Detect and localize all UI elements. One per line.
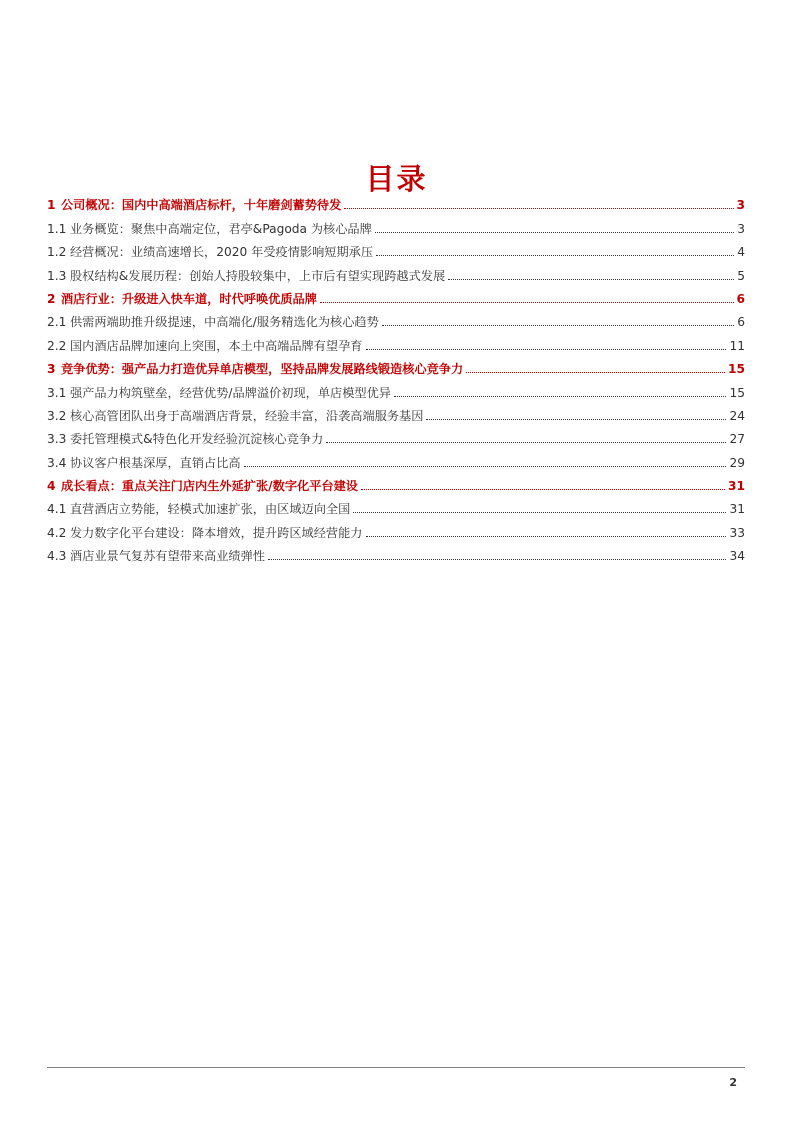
toc-entry-1-3[interactable]	[47, 260, 745, 283]
toc-entry-1[interactable]	[47, 190, 745, 213]
toc-entry-title: 成长看点：重点关注门店内生外延扩张/数字化平台建设	[61, 479, 358, 494]
toc-entry-1-2[interactable]	[47, 237, 745, 260]
toc-entry-title: 经营概况：业绩高速增长，2020 年受疫情影响短期承压	[70, 245, 374, 260]
toc-leader-dots	[426, 418, 726, 420]
toc-entry-2-2[interactable]	[47, 330, 745, 353]
toc-entry-number: 1.3	[47, 268, 67, 283]
toc-leader-dots	[361, 488, 725, 490]
page-title: 目录	[365, 162, 428, 197]
toc-entry-page: 34	[729, 549, 745, 564]
toc-entry-page: 24	[729, 408, 745, 423]
toc-entry-3-2[interactable]	[47, 401, 745, 424]
toc-entry-title: 协议客户根基深厚，直销占比高	[70, 455, 241, 470]
toc-entry-2-1[interactable]	[47, 307, 745, 330]
toc-leader-dots	[366, 348, 727, 350]
toc-entry-3-4[interactable]	[47, 447, 745, 470]
toc-leader-dots	[382, 324, 734, 326]
toc-entry-page: 3	[737, 221, 745, 236]
toc-leader-dots	[376, 254, 734, 256]
toc-entry-title: 强产品力构筑壁垒，经营优势/品牌溢价初现，单店模型优异	[70, 385, 391, 400]
toc-entry-page: 4	[737, 245, 745, 260]
toc-entry-4-3[interactable]	[47, 541, 745, 564]
toc-entry-title: 供需两端助推升级提速，中高端化/服务精选化为核心趋势	[70, 315, 379, 330]
toc-entry-page: 11	[729, 338, 745, 353]
toc-entry-title: 酒店业景气复苏有望带来高业绩弹性	[70, 549, 265, 564]
toc-entry-number: 4.3	[47, 549, 67, 564]
toc-entry-2[interactable]	[47, 284, 745, 307]
toc-entry-number: 1.1	[47, 221, 67, 236]
toc-entry-title: 直营酒店立势能，轻模式加速扩张，由区域迈向全国	[70, 502, 351, 517]
toc-entry-number: 2	[47, 291, 56, 306]
toc-entry-3[interactable]	[47, 354, 745, 377]
toc-entry-page: 27	[729, 432, 745, 447]
toc-entry-1-1[interactable]	[47, 213, 745, 236]
toc-leader-dots	[320, 301, 734, 303]
toc-leader-dots	[326, 441, 726, 443]
toc-entry-number: 4.2	[47, 525, 67, 540]
toc-entry-4[interactable]	[47, 471, 745, 494]
toc-entry-page: 6	[737, 315, 745, 330]
toc-entry-number: 3.3	[47, 432, 67, 447]
toc-entry-page: 15	[729, 385, 745, 400]
toc-entry-3-1[interactable]	[47, 377, 745, 400]
toc-entry-number: 2.1	[47, 315, 67, 330]
toc-entry-title: 股权结构&发展历程：创始人持股较集中，上市后有望实现跨越式发展	[70, 268, 446, 283]
toc-entry-title: 委托管理模式&特色化开发经验沉淀核心竞争力	[70, 432, 324, 447]
toc-entry-page: 29	[729, 455, 745, 470]
toc-entry-page: 31	[729, 502, 745, 517]
toc-leader-dots	[466, 371, 725, 373]
toc-entry-page: 3	[736, 198, 745, 213]
toc-entry-number: 2.2	[47, 338, 67, 353]
toc-entry-number: 1	[47, 198, 56, 213]
toc-leader-dots	[375, 231, 734, 233]
toc-entry-3-3[interactable]	[47, 424, 745, 447]
toc-leader-dots	[394, 395, 727, 397]
toc-leader-dots	[353, 511, 726, 513]
toc-entry-number: 4	[47, 479, 56, 494]
toc-entry-title: 公司概况：国内中高端酒店标杆，十年磨剑蓄势待发	[61, 198, 342, 213]
toc-entry-title: 发力数字化平台建设：降本增效，提升跨区域经营能力	[70, 525, 363, 540]
footer-divider	[47, 1067, 745, 1068]
toc-entry-4-2[interactable]	[47, 517, 745, 540]
toc-entry-number: 4.1	[47, 502, 67, 517]
toc-entry-page: 15	[728, 362, 745, 377]
toc-leader-dots	[366, 535, 727, 537]
toc-entry-number: 1.2	[47, 245, 67, 260]
toc-leader-dots	[268, 558, 726, 560]
toc-leader-dots	[344, 207, 733, 209]
toc-entry-title: 业务概览：聚焦中高端定位，君亭&Pagoda 为核心品牌	[70, 221, 372, 236]
toc-entry-page: 31	[728, 479, 745, 494]
toc-entry-number: 3	[47, 362, 56, 377]
toc-leader-dots	[448, 278, 734, 280]
toc-entry-4-1[interactable]	[47, 494, 745, 517]
toc-entry-title: 酒店行业：升级进入快车道，时代呼唤优质品牌	[61, 291, 317, 306]
table-of-contents	[47, 190, 745, 564]
toc-entry-page: 5	[737, 268, 745, 283]
toc-entry-number: 3.4	[47, 455, 67, 470]
toc-entry-title: 竞争优势：强产品力打造优异单店模型，坚持品牌发展路线锻造核心竞争力	[61, 362, 464, 377]
toc-entry-number: 3.1	[47, 385, 67, 400]
toc-leader-dots	[244, 465, 727, 467]
toc-entry-page: 6	[736, 291, 745, 306]
toc-entry-number: 3.2	[47, 408, 67, 423]
toc-entry-title: 国内酒店品牌加速向上突围，本土中高端品牌有望孕育	[70, 338, 363, 353]
toc-entry-title: 核心高管团队出身于高端酒店背景，经验丰富，沿袭高端服务基因	[70, 408, 424, 423]
page-number: 2	[729, 1076, 737, 1089]
toc-entry-page: 33	[729, 525, 745, 540]
